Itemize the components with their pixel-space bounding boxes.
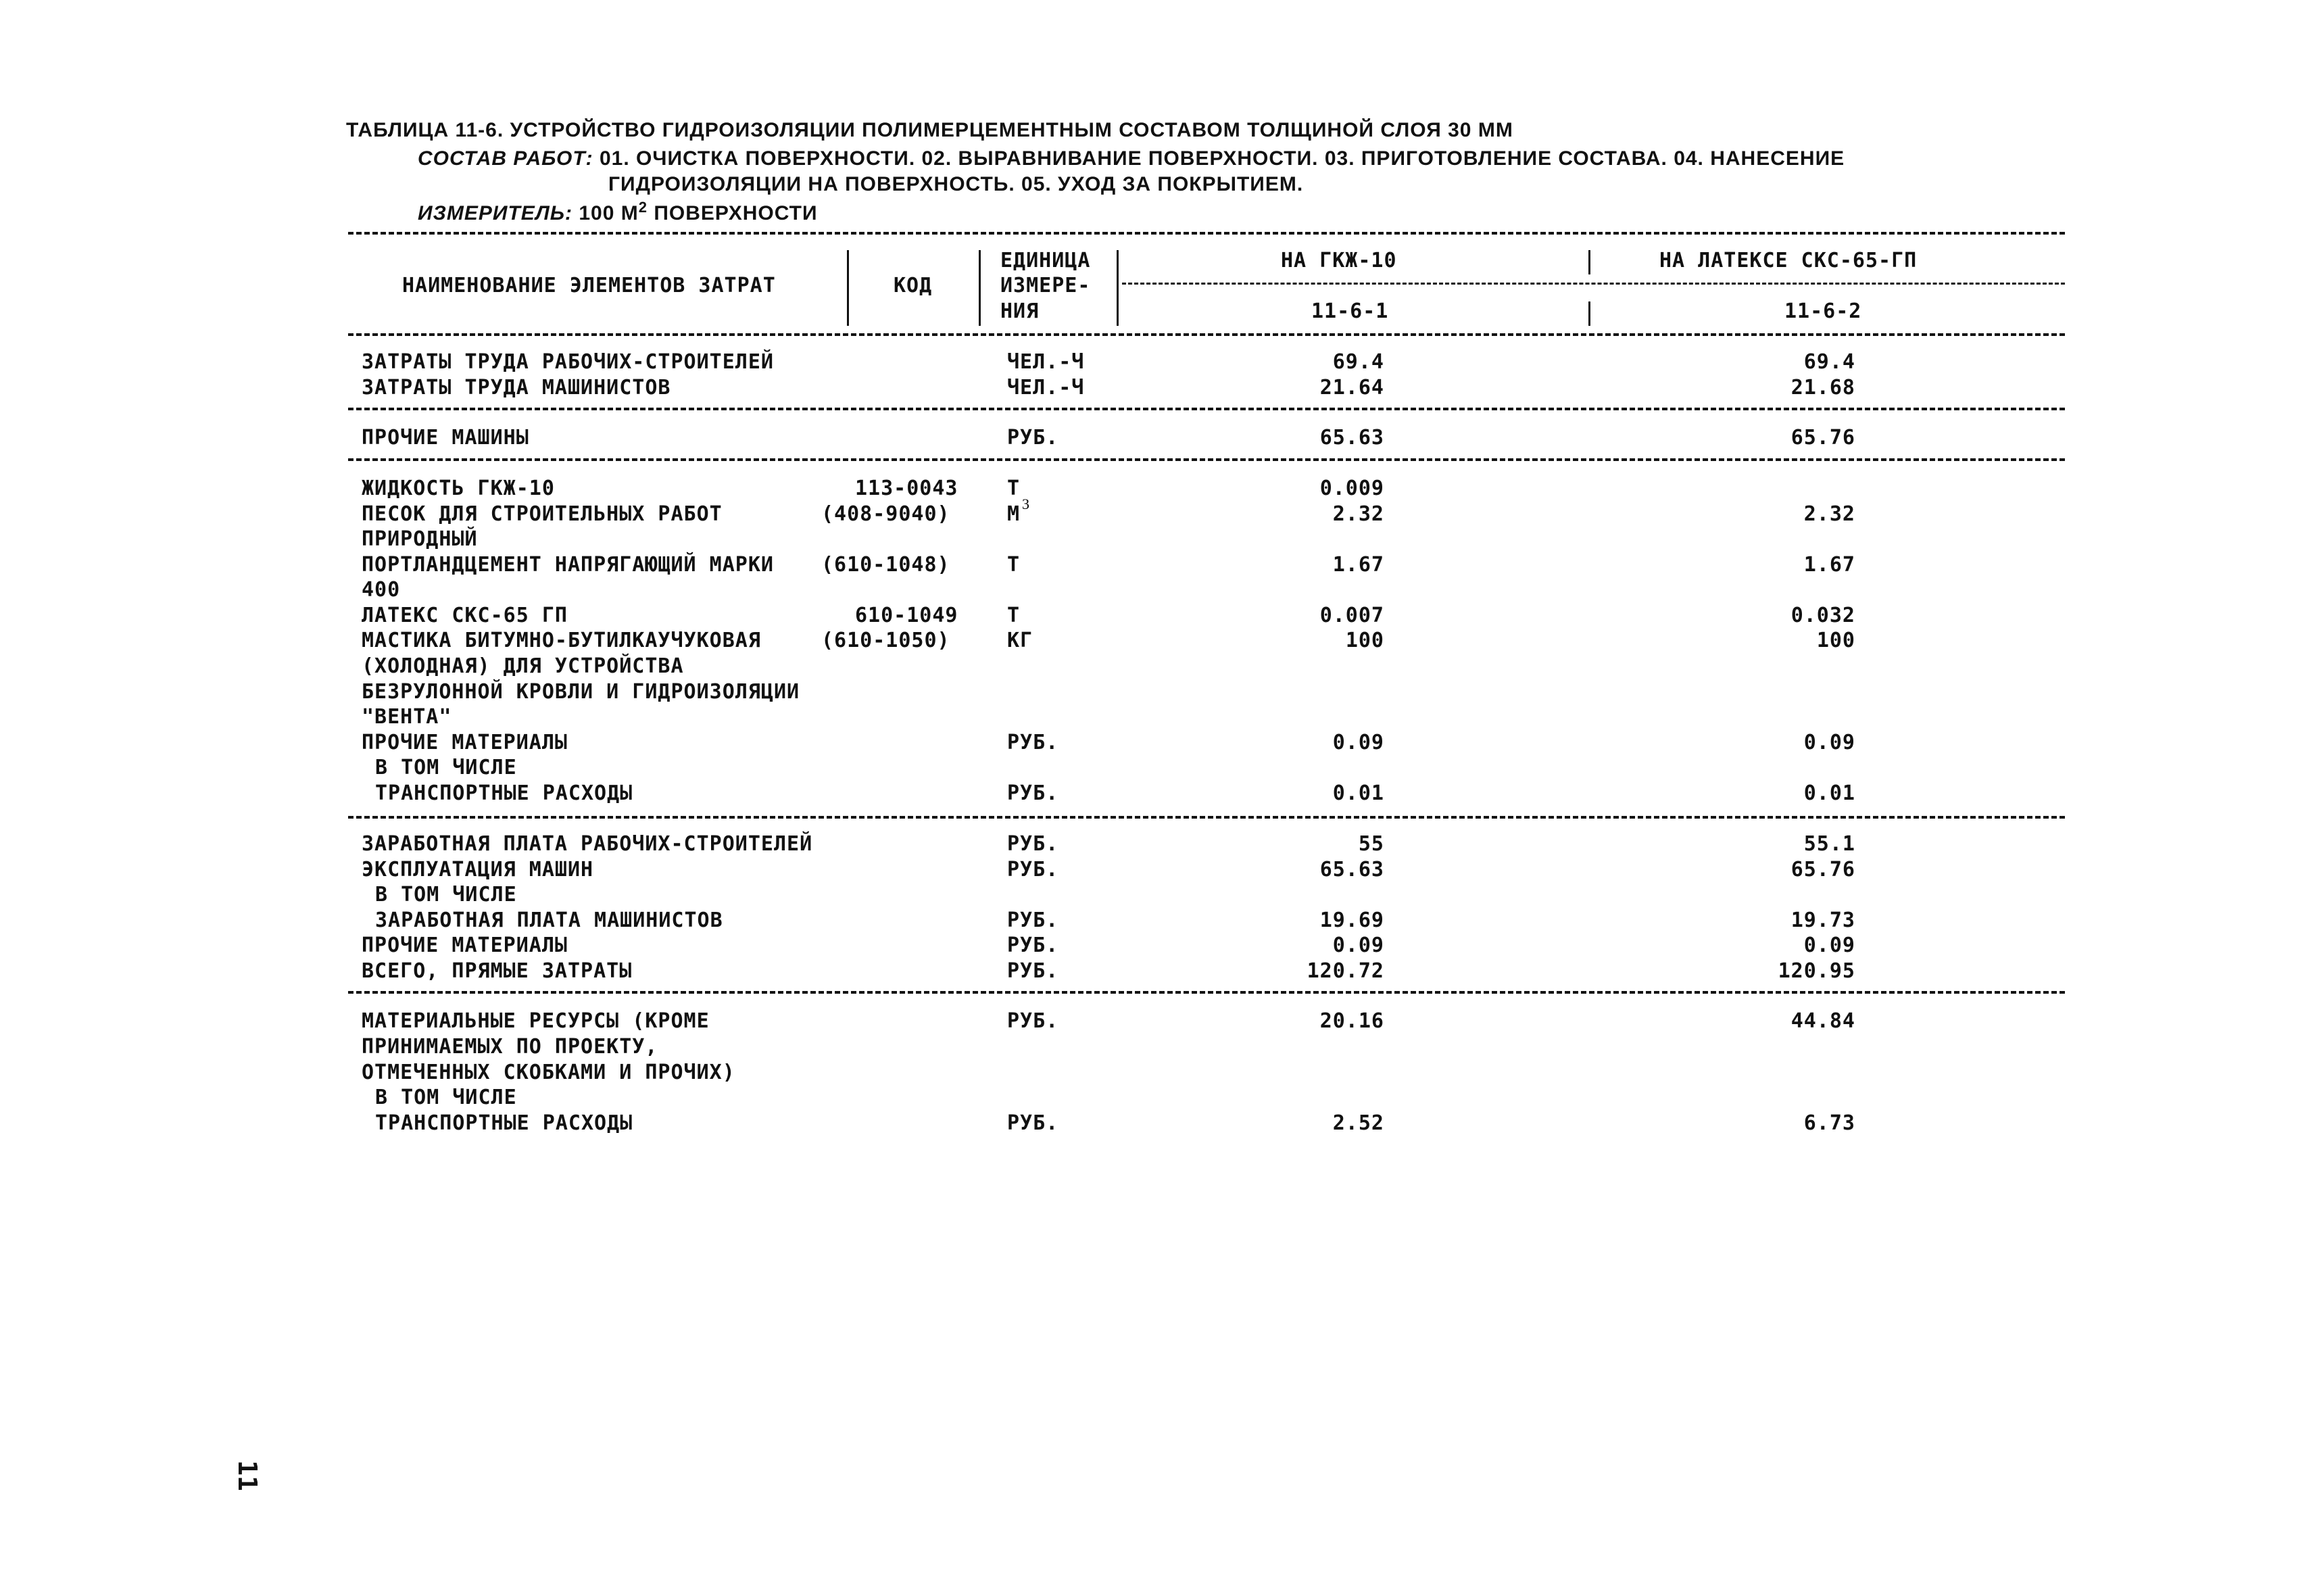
row-name: МАТЕРИАЛЬНЫЕ РЕСУРСЫ (КРОМЕ	[362, 1009, 710, 1033]
row-value-variant2: 2.32	[1803, 502, 1855, 526]
row-name: ПРОЧИЕ МАШИНЫ	[362, 426, 529, 450]
row-value-variant1: 21.64	[1319, 376, 1384, 400]
row-code: 113-0043	[855, 477, 958, 500]
row-name: ОТМЕЧЕННЫХ СКОБКАМИ И ПРОЧИХ)	[362, 1061, 735, 1084]
row-value-variant1: 0.007	[1319, 604, 1384, 627]
row-value-variant2: 44.84	[1790, 1009, 1855, 1033]
variant1-code: 11-6-1	[1311, 299, 1389, 323]
rule-section-2	[348, 408, 2065, 410]
composition-line-2: ГИДРОИЗОЛЯЦИИ НА ПОВЕРХНОСТЬ. 05. УХОД ЗА ПОКРЫТИЕМ.	[608, 173, 1304, 195]
row-value-variant1: 65.63	[1319, 858, 1384, 881]
composition-label: СОСТАВ РАБОТ:	[418, 147, 593, 170]
row-unit: М	[1007, 502, 1021, 526]
col-divider-2	[979, 250, 981, 326]
row-name: БЕЗРУЛОННОЙ КРОВЛИ И ГИДРОИЗОЛЯЦИИ	[362, 680, 800, 704]
row-value-variant1: 19.69	[1319, 909, 1384, 932]
col-divider-1	[847, 250, 849, 326]
row-name: ЭКСПЛУАТАЦИЯ МАШИН	[362, 858, 594, 881]
row-unit-sup: 3	[1022, 495, 1029, 512]
row-value-variant1: 1.67	[1332, 553, 1384, 577]
row-unit: РУБ.	[1007, 832, 1059, 856]
col-divider-3	[1117, 250, 1119, 326]
row-value-variant2: 0.032	[1790, 604, 1855, 627]
col-head-unit-2: ИЗМЕРЕ-	[1000, 274, 1091, 297]
row-unit: Т	[1007, 553, 1021, 577]
row-value-variant1: 0.09	[1332, 934, 1384, 957]
row-name: 400	[362, 578, 401, 602]
row-unit: РУБ.	[1007, 1009, 1059, 1033]
row-name: ЖИДКОСТЬ ГКЖ-10	[362, 477, 555, 500]
row-value-variant2: 0.01	[1803, 781, 1855, 805]
row-value-variant2: 55.1	[1803, 832, 1855, 856]
rule-section-4	[348, 816, 2065, 819]
row-value-variant2: 0.09	[1803, 731, 1855, 754]
row-value-variant2: 65.76	[1790, 858, 1855, 881]
row-name: ПРОЧИЕ МАТЕРИАЛЫ	[362, 934, 568, 957]
row-name: МАСТИКА БИТУМНО-БУТИЛКАУЧУКОВАЯ	[362, 629, 761, 652]
row-name: В ТОМ ЧИСЛЕ	[375, 883, 517, 906]
row-value-variant1: 2.32	[1332, 502, 1384, 526]
row-unit: ЧЕЛ.-Ч	[1007, 350, 1085, 374]
rule-section-5	[348, 991, 2065, 994]
row-name: "ВЕНТА"	[362, 705, 452, 729]
row-value-variant1: 0.01	[1332, 781, 1384, 805]
row-name: В ТОМ ЧИСЛЕ	[375, 756, 517, 779]
table-title: ТАБЛИЦА 11-6. УСТРОЙСТВО ГИДРОИЗОЛЯЦИИ ПОЛИМЕРЦЕМЕНТНЫМ СОСТАВОМ ТОЛЩИНОЙ СЛОЯ 30 ММ	[346, 119, 1513, 141]
page-number: 11	[233, 1460, 262, 1491]
row-value-variant2: 1.67	[1803, 553, 1855, 577]
meter-label: ИЗМЕРИТЕЛЬ:	[418, 202, 572, 224]
col-head-unit-3: НИЯ	[1000, 299, 1040, 323]
variant2-title: НА ЛАТЕКСЕ СКС-65-ГП	[1659, 249, 1918, 272]
composition-text-1: 01. ОЧИСТКА ПОВЕРХНОСТИ. 02. ВЫРАВНИВАНИЕ ПОВЕРХНОСТИ. 03. ПРИГОТОВЛЕНИЕ СОСТАВА. 04. НАНЕСЕНИЕ	[600, 147, 1845, 170]
row-value-variant1: 65.63	[1319, 426, 1384, 450]
row-name: ПОРТЛАНДЦЕМЕНТ НАПРЯГАЮЩИЙ МАРКИ	[362, 553, 774, 577]
row-unit: Т	[1007, 604, 1021, 627]
meter-line	[418, 199, 818, 225]
col-divider-4a	[1588, 250, 1590, 274]
row-value-variant1: 2.52	[1332, 1111, 1384, 1135]
rule-head-bottom	[348, 333, 2065, 336]
variant2-code: 11-6-2	[1784, 299, 1862, 323]
row-name: ЛАТЕКС СКС-65 ГП	[362, 604, 568, 627]
col-divider-4b	[1588, 301, 1590, 326]
row-unit: РУБ.	[1007, 1111, 1059, 1135]
row-name: ЗАРАБОТНАЯ ПЛАТА РАБОЧИХ-СТРОИТЕЛЕЙ	[362, 832, 813, 856]
row-unit: РУБ.	[1007, 909, 1059, 932]
row-value-variant2: 19.73	[1790, 909, 1855, 932]
row-name: ЗАТРАТЫ ТРУДА МАШИНИСТОВ	[362, 376, 671, 400]
row-value-variant2: 21.68	[1790, 376, 1855, 400]
row-value-variant2: 65.76	[1790, 426, 1855, 450]
row-name: В ТОМ ЧИСЛЕ	[375, 1086, 517, 1109]
row-code: (610-1048)	[821, 553, 950, 577]
row-unit: РУБ.	[1007, 959, 1059, 983]
row-unit: РУБ.	[1007, 426, 1059, 450]
row-value-variant1: 120.72	[1307, 959, 1384, 983]
row-name: ЗАТРАТЫ ТРУДА РАБОЧИХ-СТРОИТЕЛЕЙ	[362, 350, 774, 374]
row-name: ПРОЧИЕ МАТЕРИАЛЫ	[362, 731, 568, 754]
row-value-variant1: 0.09	[1332, 731, 1384, 754]
row-unit: ЧЕЛ.-Ч	[1007, 376, 1085, 400]
row-unit: РУБ.	[1007, 934, 1059, 957]
col-head-name: НАИМЕНОВАНИЕ ЭЛЕМЕНТОВ ЗАТРАТ	[402, 274, 776, 297]
meter-value: 100 М	[579, 202, 639, 224]
rule-subhead	[1122, 283, 2065, 285]
row-value-variant1: 100	[1345, 629, 1384, 652]
composition-line-1	[418, 147, 1845, 170]
row-value-variant1: 55	[1358, 832, 1384, 856]
row-name: ПЕСОК ДЛЯ СТРОИТЕЛЬНЫХ РАБОТ	[362, 502, 723, 526]
variant1-title: НА ГКЖ-10	[1281, 249, 1397, 272]
col-head-unit-1: ЕДИНИЦА	[1000, 249, 1091, 272]
row-name: ПРИНИМАЕМЫХ ПО ПРОЕКТУ,	[362, 1035, 658, 1059]
row-name: ВСЕГО, ПРЯМЫЕ ЗАТРАТЫ	[362, 959, 633, 983]
row-value-variant1: 0.009	[1319, 477, 1384, 500]
row-value-variant1: 69.4	[1332, 350, 1384, 374]
row-name: (ХОЛОДНАЯ) ДЛЯ УСТРОЙСТВА	[362, 654, 684, 678]
row-unit: РУБ.	[1007, 858, 1059, 881]
row-unit: РУБ.	[1007, 781, 1059, 805]
row-value-variant2: 6.73	[1803, 1111, 1855, 1135]
meter-sup: 2	[638, 199, 648, 216]
row-unit: КГ	[1007, 629, 1033, 652]
row-name: ТРАНСПОРТНЫЕ РАСХОДЫ	[375, 1111, 633, 1135]
row-unit: Т	[1007, 477, 1021, 500]
row-unit: РУБ.	[1007, 731, 1059, 754]
row-code: (610-1050)	[821, 629, 950, 652]
row-code: (408-9040)	[821, 502, 950, 526]
row-code: 610-1049	[855, 604, 958, 627]
row-value-variant2: 120.95	[1778, 959, 1855, 983]
col-head-code: КОД	[894, 274, 933, 297]
meter-unit: ПОВЕРХНОСТИ	[654, 202, 818, 224]
row-value-variant2: 0.09	[1803, 934, 1855, 957]
row-name: ЗАРАБОТНАЯ ПЛАТА МАШИНИСТОВ	[375, 909, 723, 932]
row-name: ПРИРОДНЫЙ	[362, 527, 478, 551]
row-value-variant2: 100	[1816, 629, 1855, 652]
row-value-variant1: 20.16	[1319, 1009, 1384, 1033]
rule-section-3	[348, 458, 2065, 461]
rule-top	[348, 232, 2065, 235]
row-name: ТРАНСПОРТНЫЕ РАСХОДЫ	[375, 781, 633, 805]
row-value-variant2: 69.4	[1803, 350, 1855, 374]
